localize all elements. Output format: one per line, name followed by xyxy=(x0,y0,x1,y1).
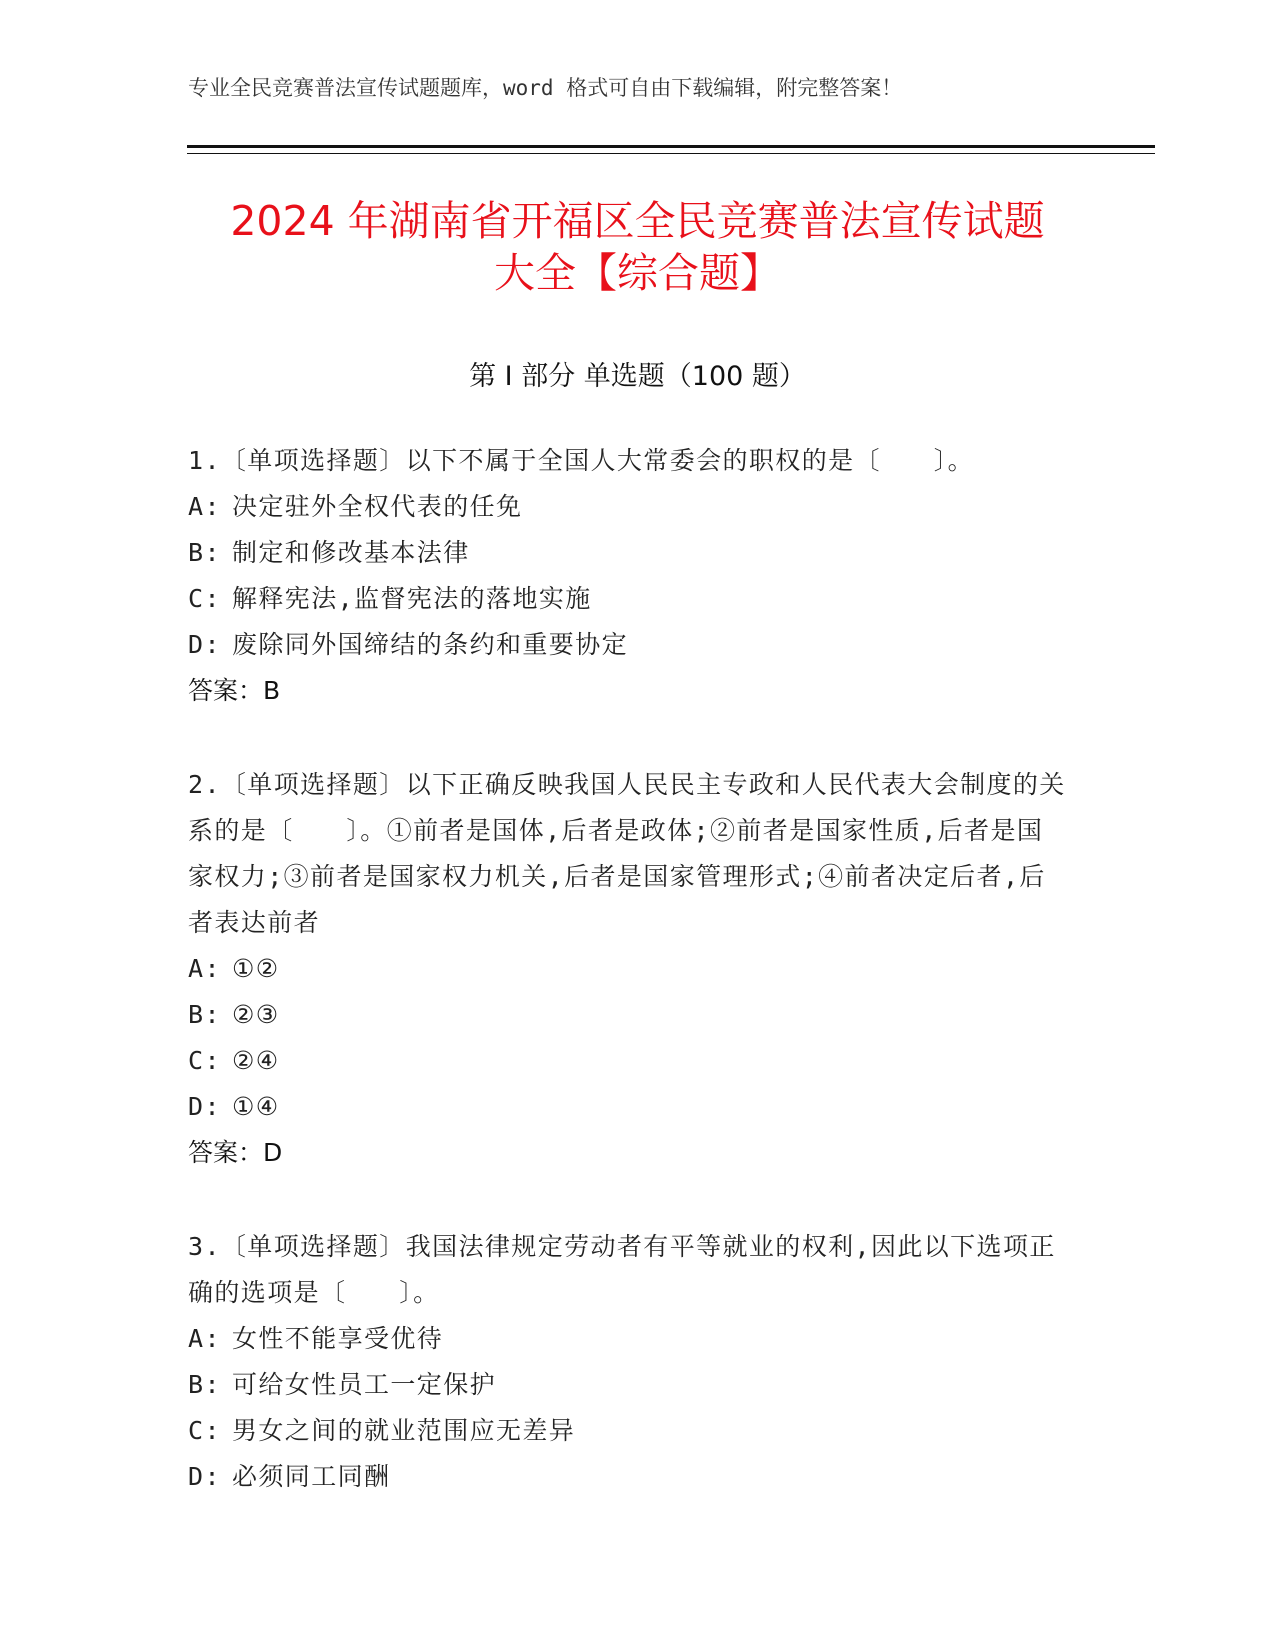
option-a xyxy=(188,1316,1068,1362)
option-key: C: xyxy=(188,584,221,613)
answer-line: 答案：D xyxy=(188,1138,283,1167)
header-rule-thin xyxy=(187,153,1155,154)
option-text: 制定和修改基本法律 xyxy=(232,538,470,567)
question-stem: 1.〔单项选择题〕以下不属于全国人大常委会的职权的是〔 〕。 xyxy=(188,446,975,475)
option-d xyxy=(188,1454,1068,1500)
title-line-2: 大全【综合题】 xyxy=(494,249,781,297)
question-2 xyxy=(188,762,1068,1176)
option-text: ①④ xyxy=(232,1092,280,1121)
option-text: 女性不能享受优待 xyxy=(232,1324,444,1353)
option-key: B: xyxy=(188,1370,221,1399)
option-key: B: xyxy=(188,1000,221,1029)
option-c xyxy=(188,1408,1068,1454)
option-key: C: xyxy=(188,1416,221,1445)
option-text: 决定驻外全权代表的任免 xyxy=(232,492,523,521)
section-title: 第 I 部分 单选题（100 题） xyxy=(469,361,806,392)
option-text: 必须同工同酬 xyxy=(232,1462,391,1491)
option-key: A: xyxy=(188,492,221,521)
question-3 xyxy=(188,1224,1068,1500)
document-title xyxy=(150,195,1125,299)
option-c xyxy=(188,1038,1068,1084)
option-d xyxy=(188,622,1068,668)
option-key: A: xyxy=(188,1324,221,1353)
option-key: C: xyxy=(188,1046,221,1075)
option-key: D: xyxy=(188,630,221,659)
header-note: 专业全民竞赛普法宣传试题题库，word 格式可自由下载编辑，附完整答案！ xyxy=(188,76,903,100)
answer-line: 答案：B xyxy=(188,676,281,705)
header-rule-thick xyxy=(187,145,1155,148)
option-b xyxy=(188,992,1068,1038)
option-a xyxy=(188,946,1068,992)
question-stem: 3.〔单项选择题〕我国法律规定劳动者有平等就业的权利,因此以下选项正确的选项是〔 〕。 xyxy=(188,1232,1056,1307)
option-a xyxy=(188,484,1068,530)
title-line-1: 2024 年湖南省开福区全民竞赛普法宣传试题 xyxy=(230,197,1045,245)
option-text: 解释宪法,监督宪法的落地实施 xyxy=(232,584,592,613)
option-key: A: xyxy=(188,954,221,983)
option-text: ②③ xyxy=(232,1000,280,1029)
option-text: ①② xyxy=(232,954,280,983)
option-key: D: xyxy=(188,1092,221,1121)
question-stem: 2.〔单项选择题〕以下正确反映我国人民民主专政和人民代表大会制度的关系的是〔 〕。①前者是国体,后者是政体;②前者是国家性质,后者是国家权力;③前者是国家权力机关,后者是国家管理形式;④前者决定后者,后者表达前者 xyxy=(188,770,1066,937)
question-list xyxy=(188,438,1068,1548)
option-text: ②④ xyxy=(232,1046,280,1075)
option-key: D: xyxy=(188,1462,221,1491)
option-text: 废除同外国缔结的条约和重要协定 xyxy=(232,630,629,659)
option-text: 男女之间的就业范围应无差异 xyxy=(232,1416,576,1445)
question-1 xyxy=(188,438,1068,714)
option-b xyxy=(188,530,1068,576)
option-text: 可给女性员工一定保护 xyxy=(232,1370,497,1399)
option-d xyxy=(188,1084,1068,1130)
option-key: B: xyxy=(188,538,221,567)
option-c xyxy=(188,576,1068,622)
option-b xyxy=(188,1362,1068,1408)
